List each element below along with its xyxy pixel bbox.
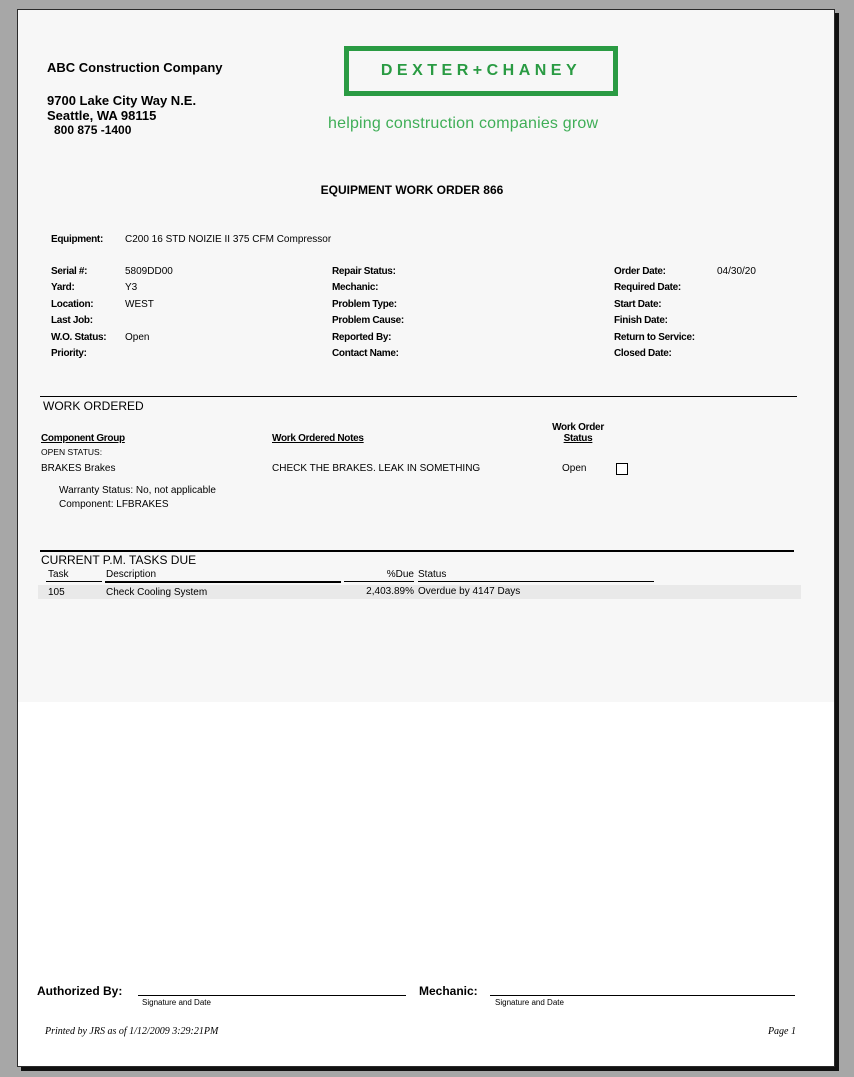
- completed-checkbox[interactable]: [616, 463, 628, 475]
- due-col-underline: [344, 581, 414, 582]
- wo-status-header-line2: Status: [563, 433, 593, 444]
- start-date-label: Start Date:: [614, 299, 662, 310]
- warranty-status: Warranty Status: No, not applicable: [59, 485, 216, 496]
- wo-status-header-line1: Work Order: [552, 422, 604, 433]
- open-status-label: OPEN STATUS:: [41, 447, 103, 457]
- work-ordered-notes-header: Work Ordered Notes: [272, 433, 364, 444]
- authorized-signature-caption: Signature and Date: [142, 998, 211, 1007]
- problem-type-label: Problem Type:: [332, 299, 397, 310]
- last-job-label: Last Job:: [51, 315, 93, 326]
- company-address-line2: Seattle, WA 98115: [47, 108, 157, 123]
- serial-label: Serial #:: [51, 266, 88, 277]
- pm-tasks-divider: [40, 550, 794, 552]
- authorized-signature-line: [138, 995, 406, 996]
- logo-wordmark: DEXTER+CHANEY: [380, 62, 582, 79]
- component-group-header: Component Group: [41, 433, 125, 444]
- closed-date-label: Closed Date:: [614, 348, 672, 359]
- work-ordered-notes-value: CHECK THE BRAKES. LEAK IN SOMETHING: [272, 463, 481, 474]
- pm-task-due-percent: 2,403.89%: [366, 586, 414, 597]
- pm-status-col-header: Status: [418, 569, 447, 580]
- pm-task-description: Check Cooling System: [106, 587, 208, 598]
- status-col-underline: [418, 581, 654, 582]
- location-label: Location:: [51, 299, 94, 310]
- report-page: [17, 9, 835, 1067]
- location-value: WEST: [125, 299, 154, 310]
- mechanic-signature-label: Mechanic:: [419, 984, 478, 998]
- equipment-value: C200 16 STD NOIZIE II 375 CFM Compressor: [125, 234, 332, 245]
- dexter-chaney-logo: [344, 46, 618, 96]
- yard-label: Yard:: [51, 282, 75, 293]
- equipment-label: Equipment:: [51, 234, 103, 245]
- pm-task-number: 105: [48, 587, 65, 598]
- component-code: Component: LFBRAKES: [59, 499, 169, 510]
- task-col-underline: [46, 581, 102, 582]
- mechanic-signature-line: [490, 995, 795, 996]
- page-number: Page 1: [767, 1026, 796, 1037]
- company-address-line1: 9700 Lake City Way N.E.: [47, 93, 197, 108]
- authorized-by-label: Authorized By:: [37, 984, 123, 998]
- problem-cause-label: Problem Cause:: [332, 315, 404, 326]
- mechanic-label: Mechanic:: [332, 282, 379, 293]
- contact-name-label: Contact Name:: [332, 348, 399, 359]
- description-col-underline: [105, 581, 341, 583]
- company-name: ABC Construction Company: [47, 60, 223, 75]
- required-date-label: Required Date:: [614, 282, 681, 293]
- yard-value: Y3: [125, 282, 138, 293]
- component-group-value: BRAKES Brakes: [41, 463, 116, 474]
- wo-status-value: Open: [125, 332, 150, 343]
- logo-tagline: helping construction companies grow: [328, 115, 599, 132]
- wo-status-value-row: Open: [562, 463, 587, 474]
- priority-label: Priority:: [51, 348, 87, 359]
- company-phone: 800 875 -1400: [54, 123, 132, 137]
- pm-task-status: Overdue by 4147 Days: [418, 586, 521, 597]
- return-to-service-label: Return to Service:: [614, 332, 695, 343]
- pm-task-col-header: Task: [48, 569, 69, 580]
- pm-description-col-header: Description: [106, 569, 157, 580]
- finish-date-label: Finish Date:: [614, 315, 668, 326]
- pm-due-col-header: %Due: [386, 569, 414, 580]
- work-ordered-heading: WORK ORDERED: [43, 399, 144, 413]
- order-date-label: Order Date:: [614, 266, 666, 277]
- pm-tasks-heading: CURRENT P.M. TASKS DUE: [41, 553, 197, 567]
- mechanic-signature-caption: Signature and Date: [495, 998, 564, 1007]
- order-date-value: 04/30/20: [717, 266, 756, 277]
- reported-by-label: Reported By:: [332, 332, 392, 343]
- wo-status-label: W.O. Status:: [51, 332, 107, 343]
- work-ordered-divider: [40, 396, 797, 397]
- report-title: EQUIPMENT WORK ORDER 866: [320, 183, 504, 197]
- repair-status-label: Repair Status:: [332, 266, 396, 277]
- serial-value: 5809DD00: [125, 266, 173, 277]
- printed-by: Printed by JRS as of 1/12/2009 3:29:21PM: [45, 1026, 219, 1037]
